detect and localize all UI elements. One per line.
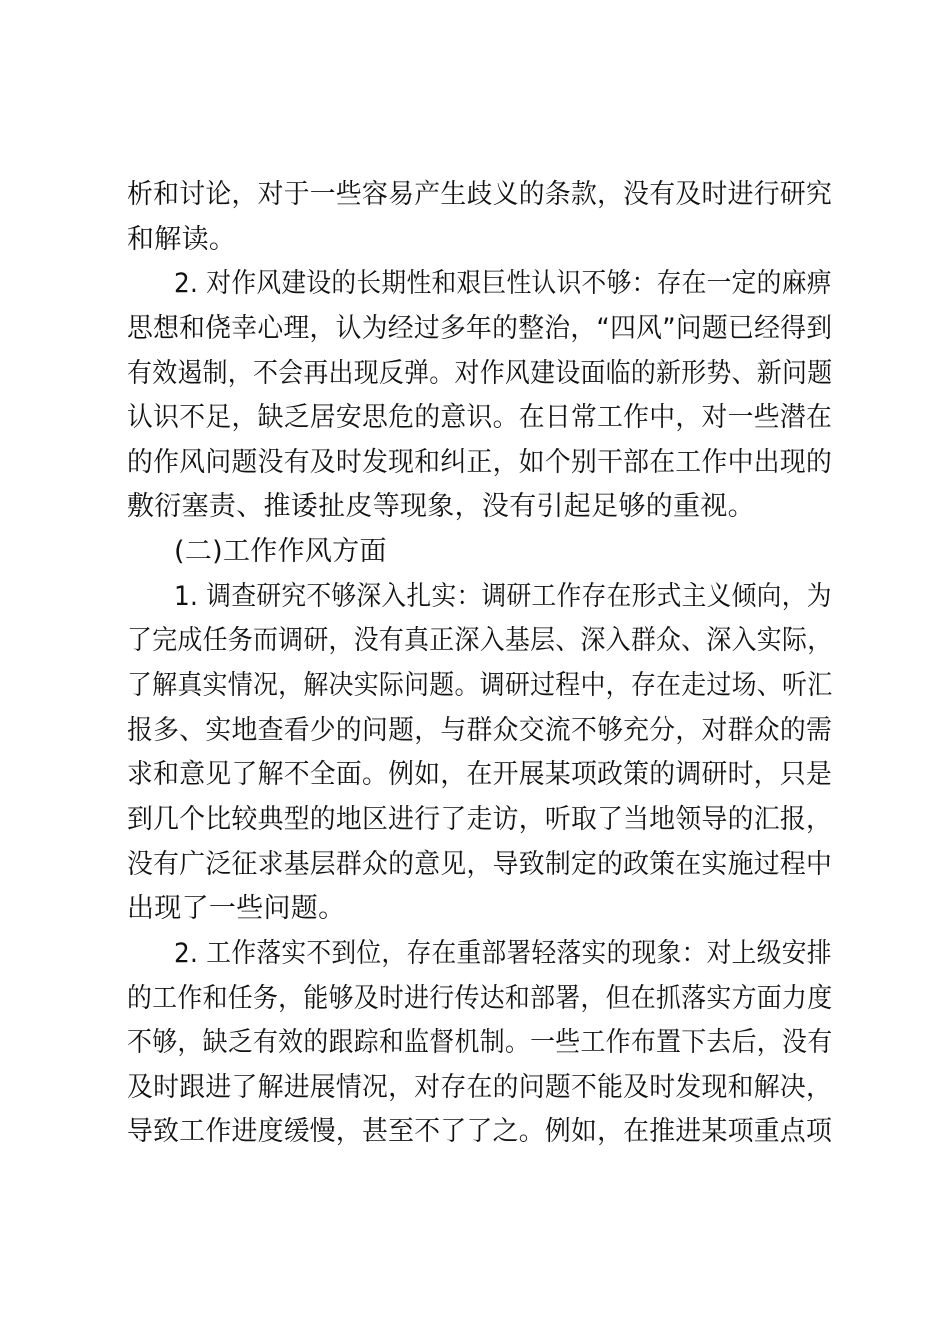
text-line: 的工作和任务，能够及时进行传达和部署，但在抓落实方面力度	[127, 982, 833, 1014]
text-line: 2. 工作落实不到位，存在重部署轻落实的现象：对上级安排	[174, 937, 832, 969]
text-line: 不够，缺乏有效的跟踪和监督机制。一些工作布置下去后，没有	[127, 1027, 833, 1059]
text-line: 析和讨论，对于一些容易产生歧义的条款，没有及时进行研究	[127, 179, 833, 210]
text-line: 的作风问题没有及时发现和纠正，如个别干部在工作中出现的	[127, 446, 833, 478]
text-line: 2. 对作风建设的长期性和艰巨性认识不够：存在一定的麻痹	[174, 268, 832, 300]
text-line: 报多、实地查看少的问题，与群众交流不够充分，对群众的需	[127, 714, 833, 746]
text-line: 导致工作进度缓慢，甚至不了了之。例如，在推进某项重点项	[127, 1116, 833, 1148]
text-line: 求和意见了解不全面。例如，在开展某项政策的调研时，只是	[127, 759, 833, 791]
text-line: 认识不足，缺乏居安思危的意识。在日常工作中，对一些潜在	[127, 402, 833, 434]
text-line: 有效遏制，不会再出现反弹。对作风建设面临的新形势、新问题	[127, 357, 833, 389]
text-line: 了完成任务而调研，没有真正深入基层、深入群众、深入实际，	[127, 625, 833, 657]
text-line: 敷衍塞责、推诿扯皮等现象，没有引起足够的重视。	[127, 491, 755, 523]
text-line: 思想和侥幸心理，认为经过多年的整治，“四风”问题已经得到	[127, 312, 833, 344]
text-line: (二)工作作风方面	[174, 536, 387, 568]
text-line: 1. 调查研究不够深入扎实：调研工作存在形式主义倾向，为	[174, 580, 832, 612]
text-line: 到几个比较典型的地区进行了走访，听取了当地领导的汇报，	[127, 803, 833, 835]
text-line: 及时跟进了解进展情况，对存在的问题不能及时发现和解决，	[127, 1071, 833, 1103]
text-line: 了解真实情况，解决实际问题。调研过程中，存在走过场、听汇	[127, 670, 833, 702]
text-line: 没有广泛征求基层群众的意见，导致制定的政策在实施过程中	[127, 848, 833, 880]
text-line: 和解读。	[127, 223, 237, 255]
document-body	[127, 173, 832, 1155]
text-line: 出现了一些问题。	[127, 893, 346, 925]
